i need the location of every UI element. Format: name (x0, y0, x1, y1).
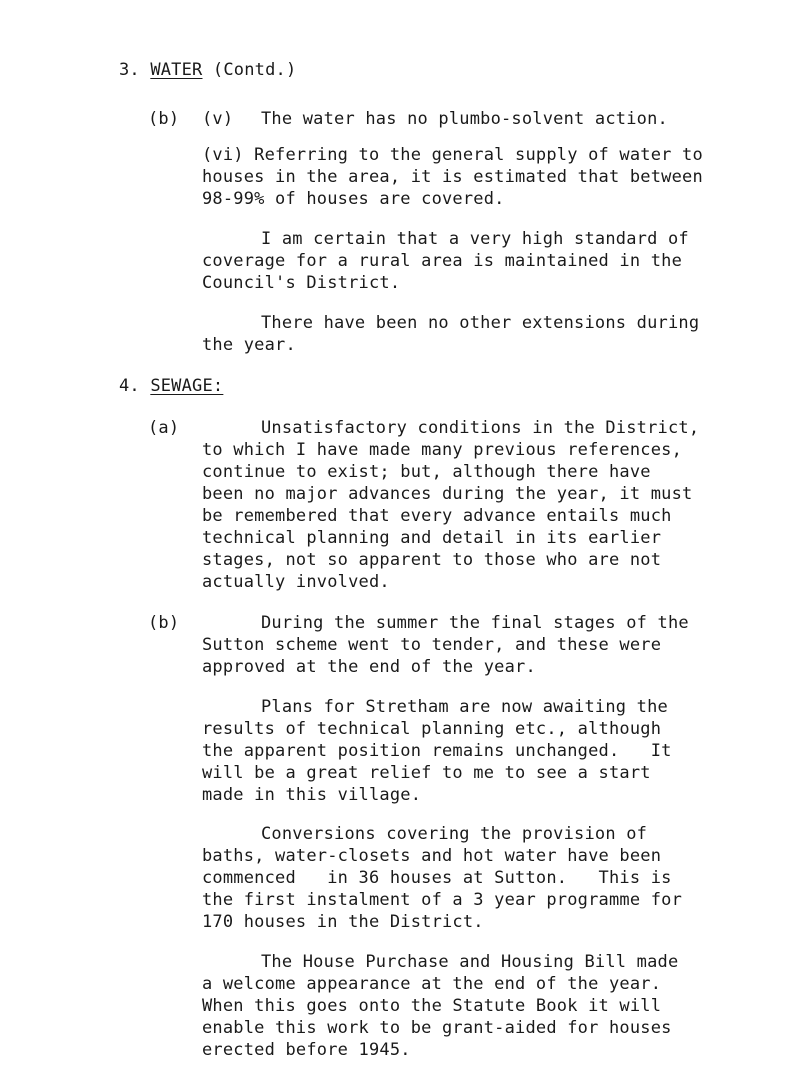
paragraph-line: The House Purchase and Housing Bill made (261, 952, 679, 972)
paragraph-line: Council's District. (202, 273, 401, 293)
item-label: (a) (148, 418, 180, 438)
paragraph-line: 170 houses in the District. (202, 912, 484, 932)
item-label: (b) (148, 109, 180, 129)
paragraph-line: erected before 1945. (202, 1040, 411, 1060)
paragraph-line: be remembered that every advance entails much (202, 506, 672, 526)
paragraph-line: a welcome appearance at the end of the year. (202, 974, 662, 994)
paragraph-line: There have been no other extensions during (261, 313, 700, 333)
paragraph-line: made in this village. (202, 785, 422, 805)
paragraph-line: enable this work to be grant-aided for houses (202, 1018, 672, 1038)
paragraph-line: the apparent position remains unchanged. It (202, 741, 672, 761)
paragraph-line: the year. (202, 335, 296, 355)
section-4-heading (119, 376, 223, 398)
section-title-suffix: (Contd.) (202, 60, 297, 80)
paragraph-line: houses in the area, it is estimated that between (202, 167, 703, 187)
paragraph-line: (vi) Referring to the general supply of water to (202, 145, 703, 165)
paragraph-line: technical planning and detail in its earlier (202, 528, 662, 548)
section-title: WATER (150, 60, 203, 80)
paragraph-line: commenced in 36 houses at Sutton. This is (202, 868, 672, 888)
section-3-heading (119, 60, 296, 82)
paragraph-line: Sutton scheme went to tender, and these were (202, 635, 662, 655)
item-label: (b) (148, 613, 180, 633)
section-number: 3. (119, 60, 140, 80)
paragraph-line: Plans for Stretham are now awaiting the (261, 697, 668, 717)
paragraph-line: continue to exist; but, although there have (202, 462, 651, 482)
paragraph-line: approved at the end of the year. (202, 657, 536, 677)
paragraph-line: During the summer the final stages of the (261, 613, 689, 633)
paragraph-line: been no major advances during the year, it must (202, 484, 693, 504)
paragraph-line: results of technical planning etc., although (202, 719, 662, 739)
paragraph-line: actually involved. (202, 572, 390, 592)
section-title: SEWAGE: (150, 376, 224, 396)
subitem-label: (v) (202, 109, 234, 129)
section-number: 4. (119, 376, 140, 396)
paragraph-line: I am certain that a very high standard of (261, 229, 689, 249)
paragraph-line: stages, not so apparent to those who are not (202, 550, 662, 570)
paragraph-line: will be a great relief to me to see a start (202, 763, 651, 783)
paragraph-line: to which I have made many previous references, (202, 440, 683, 460)
paragraph-line: baths, water-closets and hot water have been (202, 846, 662, 866)
paragraph-line: When this goes onto the Statute Book it will (202, 996, 662, 1016)
paragraph-line: coverage for a rural area is maintained in the (202, 251, 683, 271)
paragraph-line: Conversions covering the provision of (261, 824, 648, 844)
paragraph-line: The water has no plumbo-solvent action. (261, 109, 668, 129)
paragraph-line: 98-99% of houses are covered. (202, 189, 505, 209)
paragraph-line: the first instalment of a 3 year programme for (202, 890, 683, 910)
paragraph-line: Unsatisfactory conditions in the District, (261, 418, 700, 438)
